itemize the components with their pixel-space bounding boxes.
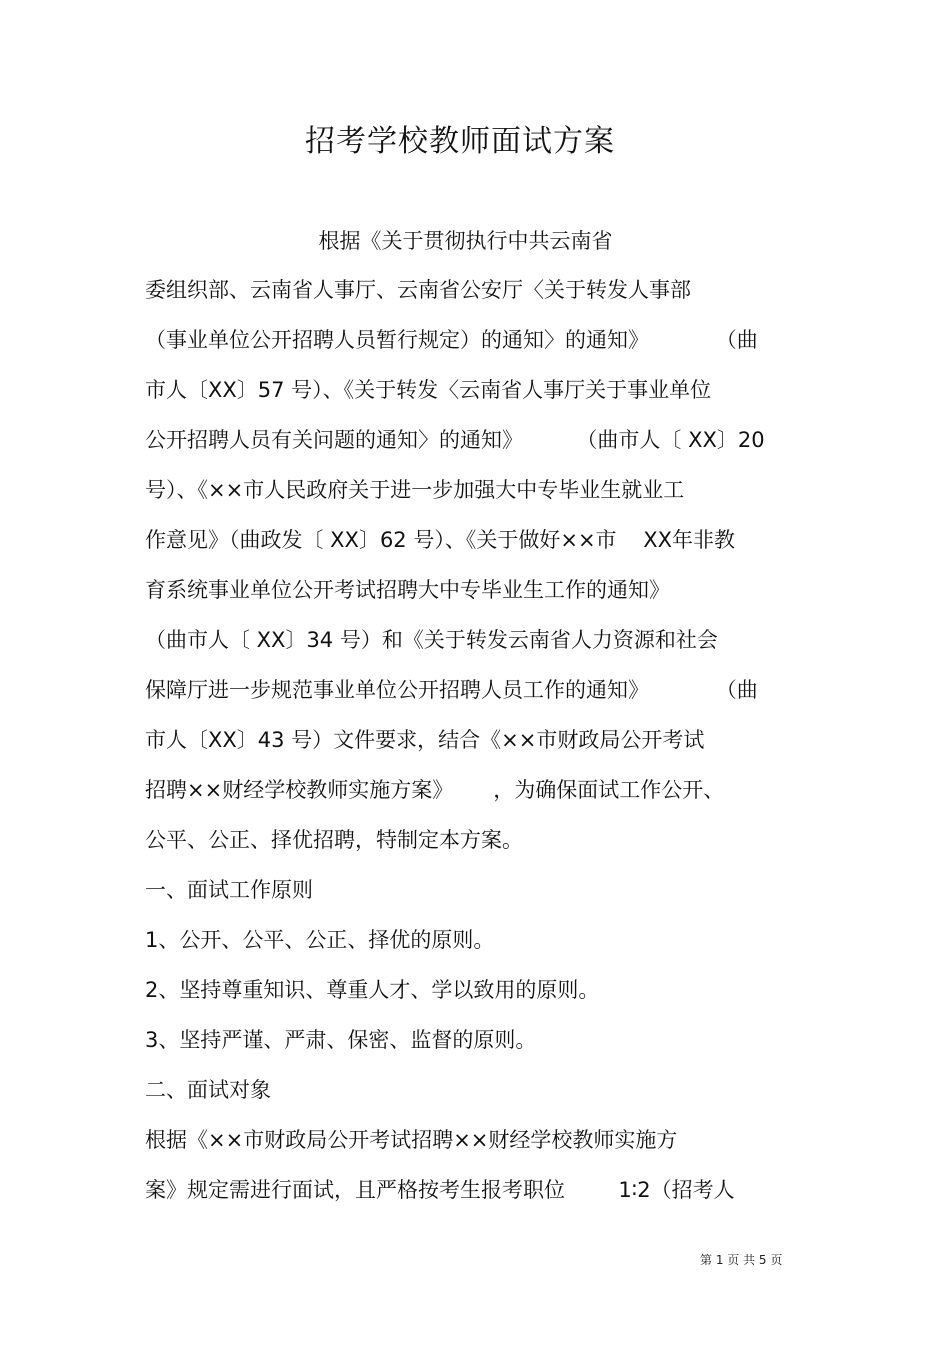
- body-line: 市人〔XX〕57 号）、《关于转发〈云南省人事厅关于事业单位: [145, 378, 712, 402]
- body-line: 作意见》（曲政发〔 XX〕62 号）、《关于做好××市 XX年非教: [145, 528, 736, 552]
- document-title: 招考学校教师面试方案: [305, 124, 615, 159]
- section-heading: 二、面试对象: [145, 1078, 271, 1102]
- body-line: 委组织部、云南省人事厅、云南省公安厅〈关于转发人事部: [145, 278, 691, 302]
- body-line: 根据《关于贯彻执行中共云南省: [145, 229, 613, 253]
- body-line: 招聘××财经学校教师实施方案》 ，为确保面试工作公开、: [145, 778, 725, 802]
- list-item: 2、坚持尊重知识、尊重人才、学以致用的原则。: [145, 978, 600, 1002]
- body-line: 根据《××市财政局公开考试招聘××财经学校教师实施方: [145, 1128, 678, 1152]
- list-item: 1、公开、公平、公正、择优的原则。: [145, 928, 495, 952]
- body-line: （曲市人〔 XX〕34 号）和《关于转发云南省人力资源和社会: [145, 628, 718, 652]
- body-line: 案》规定需进行面试，且严格按考生报考职位 1∶2（招考人: [145, 1178, 735, 1202]
- section-heading: 一、面试工作原则: [145, 878, 313, 902]
- page-number: 第 1 页 共 5 页: [700, 1253, 783, 1267]
- body-line: 号）、《××市人民政府关于进一步加强大中专毕业生就业工: [145, 478, 685, 502]
- body-line: 公平、公正、择优招聘，特制定本方案。: [145, 828, 523, 852]
- body-line: 市人〔XX〕43 号）文件要求，结合《××市财政局公开考试: [145, 728, 705, 752]
- body-line: 公开招聘人员有关问题的通知〉的通知》 （曲市人〔 XX〕20: [145, 428, 765, 452]
- body-line: 育系统事业单位公开考试招聘大中专毕业生工作的通知》: [145, 578, 670, 602]
- body-line: （事业单位公开招聘人员暂行规定）的通知〉的通知》 （曲: [145, 328, 758, 352]
- list-item: 3、坚持严谨、严肃、保密、监督的原则。: [145, 1028, 537, 1052]
- body-line: 保障厅进一步规范事业单位公开招聘人员工作的通知》 （曲: [145, 678, 758, 702]
